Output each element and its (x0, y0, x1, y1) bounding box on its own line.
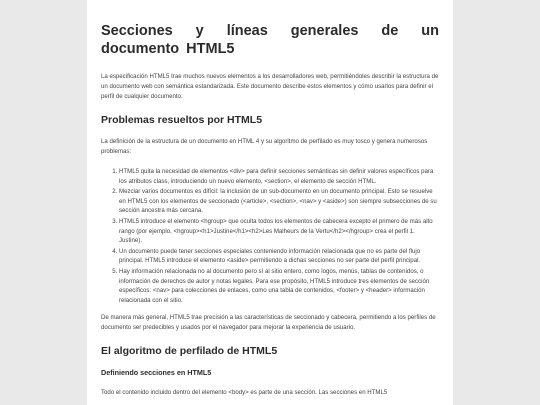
page-title: Secciones y líneas generales de un documento HTML5 (101, 23, 439, 57)
problems-list (101, 167, 439, 305)
list-item: 5. Hay información relacionada no al documento pero sí al sitio entero, como logos, menús, tablas de contenidos, o información de derechos de autor y notas legales. Para ese propósito, HTML5 introduce tres elementos de sección específicos: <nav> para colecciones de enlaces, como una tabla de contenidos, <footer> y <header> información relacionada con el sitio. (119, 267, 439, 305)
list-item: 3. HTML5 introduce el elemento <hgroup> que oculta todos los elementos de cabecera excepto el primero de más alto rango (por ejemplo, <hgroup><h1>Justine</h1><h2>Les Malheurs de la Vertu</h2></hgroup> crea el perfil 1. Justine). (119, 217, 439, 246)
list-item: 4. Un documento puede tener secciones especiales conteniendo información relacionada que no es parte del flujo principal. HTML5 introduce el elemento <aside> permitiendo a dichas secciones no ser parte del perfil principal. (119, 247, 439, 266)
section-heading-algorithm: El algoritmo de perfilado de HTML5 (101, 345, 278, 358)
section-heading-problems: Problemas resueltos por HTML5 (101, 114, 263, 126)
intro-paragraph: La especificación HTML5 trae muchos nuevos elementos a los desarrolladores web, permitiéndoles describir la estructura de un documento web con semántica estandarizada. Este documento describe estos elementos y cómo usarlos para definir el perfil de cualquier documento. (101, 73, 439, 100)
partial-paragraph: Todo el contenido incluido dentro del elemento <body> es parte de una sección. Las secciones en HTML5 (101, 389, 388, 397)
problems-intro-paragraph: La definición de la estructura de un documento en HTML 4 y su algoritmo de perfilado es muy tosco y genera numerosos problemas: (101, 138, 428, 155)
problems-closing-paragraph: De manera más general, HTML5 trae precisión a las características de seccionado y cabecera, permitiendo a los perfiles de documento ser predecibles y usados por el navegador para mejorar la experiencia de usuario. (101, 314, 436, 332)
article-page (87, 0, 453, 405)
list-item: 1. HTML5 quita la necesidad de elementos <div> para definir secciones semánticas sin definir valores específicos para los atributos class, introduciendo un nuevo elemento, <section>, el elemento de sección HTML. (119, 167, 439, 186)
list-item: 2. Mezclar varios documentos es difícil: la inclusión de un sub-documento en un documento principal. Esto se resuelve en HTML5 con los elementos de seccionado (<article>, <section>, <nav> y <aside>) son siempre subsecciones de su sección ancestra más cercana. (119, 187, 439, 216)
subsection-heading-defining-sections: Definiendo secciones en HTML5 (101, 368, 212, 378)
